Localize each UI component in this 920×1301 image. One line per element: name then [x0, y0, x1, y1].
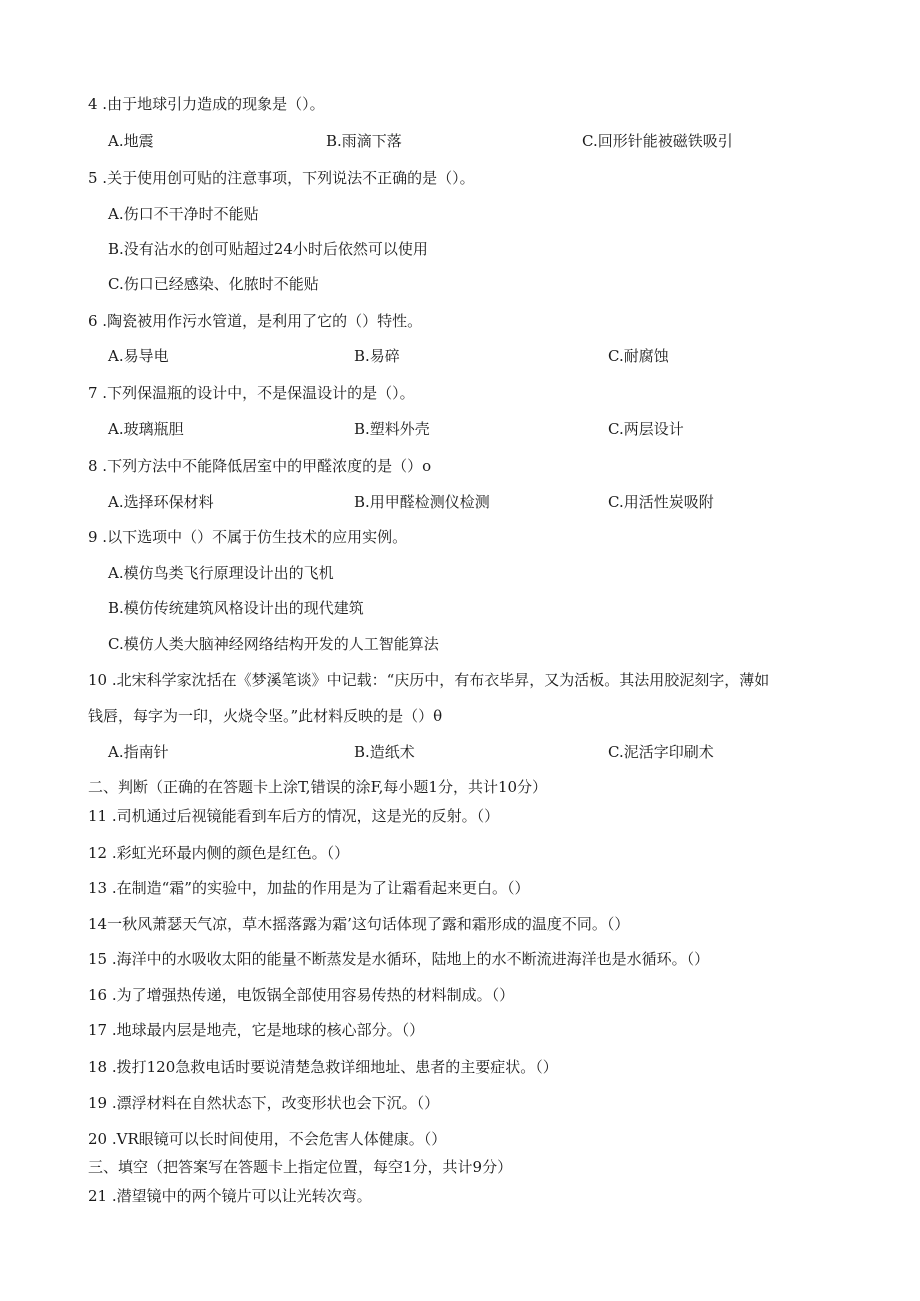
question-5-option-a: A.伤口不干净时不能贴 [108, 205, 259, 223]
judge-item-11: 11 .司机通过后视镜能看到车后方的情况，这是光的反射。（） [88, 807, 500, 825]
question-10-stem-line2: 钱唇，每字为一印，火烧令坚。”此材料反映的是（）θ [88, 707, 443, 725]
question-10-option-b: B.造纸术 [354, 743, 415, 761]
question-5-stem: 5 .关于使用创可贴的注意事项，下列说法不正确的是（）。 [88, 169, 475, 187]
question-5-option-b: B.没有沾水的创可贴超过24小时后依然可以使用 [108, 240, 428, 258]
question-6-option-b: B.易碎 [354, 347, 400, 365]
judge-item-18: 18 .拨打120急救电话时要说清楚急救详细地址、患者的主要症状。（） [88, 1058, 558, 1076]
judge-item-17: 17 .地球最内层是地壳，它是地球的核心部分。（） [88, 1021, 425, 1039]
question-10-option-a: A.指南针 [108, 743, 169, 761]
judge-item-19: 19 .漂浮材料在自然状态下，改变形状也会下沉。（） [88, 1094, 440, 1112]
question-10-stem-line1: 10 .北宋科学家沈括在《梦溪笔谈》中记载：“庆历中，有布衣毕昇，又为活板。其法用胶泥刻字，薄如 [88, 671, 770, 689]
section-2-header: 二、判断（正确的在答题卡上涂T,错误的涂F,每小题1分，共计10分） [88, 778, 548, 796]
question-6-option-c: C.耐腐蚀 [608, 347, 669, 365]
question-4-option-b: B.雨滴下落 [326, 132, 402, 150]
judge-item-15: 15 .海洋中的水吸收太阳的能量不断蒸发是水循环，陆地上的水不断流进海洋也是水循环。（） [88, 950, 710, 968]
question-8-option-a: A.选择环保材料 [108, 493, 214, 511]
question-4-option-a: A.地震 [108, 132, 154, 150]
judge-item-14: 14一秋风萧瑟天气凉，草木摇落露为霜’这句话体现了露和霜形成的温度不同。（） [88, 915, 630, 933]
judge-item-20: 20 .VR眼镜可以长时间使用，不会危害人体健康。（） [88, 1130, 447, 1148]
question-8-stem: 8 .下列方法中不能降低居室中的甲醛浓度的是（）o [88, 457, 432, 475]
judge-item-12: 12 .彩虹光环最内侧的颜色是红色。（） [88, 844, 350, 862]
question-9-option-a: A.模仿鸟类飞行原理设计出的飞机 [108, 564, 334, 582]
judge-item-16: 16 .为了增强热传递，电饭锅全部使用容易传热的材料制成。（） [88, 986, 515, 1004]
question-8-option-c: C.用活性炭吸附 [608, 493, 714, 511]
question-9-option-b: B.模仿传统建筑风格设计出的现代建筑 [108, 599, 364, 617]
question-8-option-b: B.用甲醛检测仪检测 [354, 493, 490, 511]
question-4-option-c: C.回形针能被磁铁吸引 [582, 132, 733, 150]
section-3-header: 三、填空（把答案写在答题卡上指定位置，每空1分，共计9分） [88, 1158, 513, 1176]
question-10-option-c: C.泥活字印刷术 [608, 743, 714, 761]
question-7-option-c: C.两层设计 [608, 420, 684, 438]
question-7-option-b: B.塑料外壳 [354, 420, 430, 438]
question-7-stem: 7 .下列保温瓶的设计中，不是保温设计的是（）。 [88, 384, 415, 402]
question-6-stem: 6 .陶瓷被用作污水管道，是利用了它的（）特性。 [88, 312, 423, 330]
question-9-stem: 9 .以下选项中（）不属于仿生技术的应用实例。 [88, 528, 408, 546]
question-7-option-a: A.玻璃瓶胆 [108, 420, 184, 438]
question-9-option-c: C.模仿人类大脑神经网络结构开发的人工智能算法 [108, 635, 439, 653]
question-4-stem: 4 .由于地球引力造成的现象是（）。 [88, 95, 325, 113]
fill-item-21: 21 .潜望镜中的两个镜片可以让光转次弯。 [88, 1187, 372, 1205]
judge-item-13: 13 .在制造“霜”的实验中，加盐的作用是为了让霜看起来更白。（） [88, 879, 530, 897]
question-6-option-a: A.易导电 [108, 347, 169, 365]
question-5-option-c: C.伤口已经感染、化脓时不能贴 [108, 275, 319, 293]
